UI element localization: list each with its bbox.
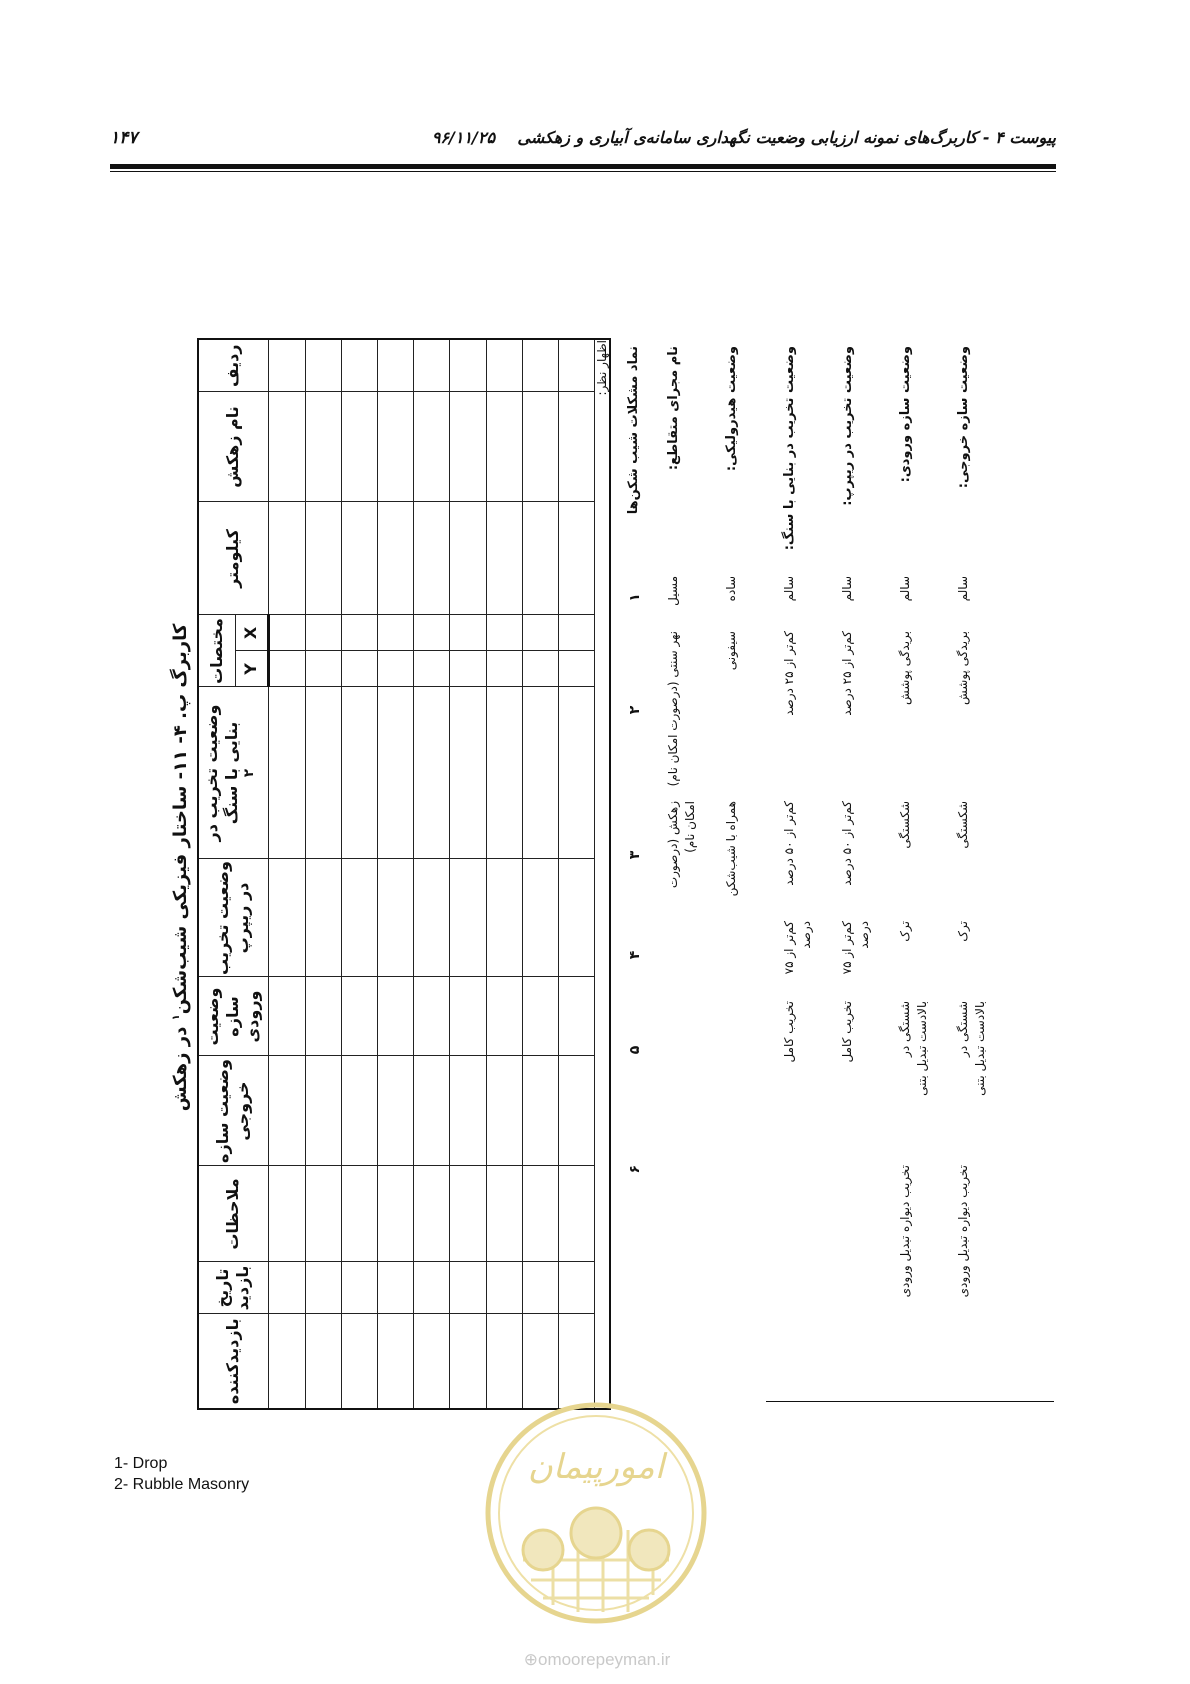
form-row xyxy=(558,339,594,1409)
legend-value xyxy=(665,915,723,995)
observer-label: اظهار نظر: xyxy=(594,339,609,396)
legend-value: تخریب کامل xyxy=(840,1001,854,1063)
form-title-prefix: کاربرگ پ. ۴- ۱۱- ساختار فیزیکی شیب‌شکن xyxy=(170,623,191,1015)
legend-value xyxy=(781,1105,839,1410)
legend-num-4: ۴ xyxy=(627,950,643,960)
legend-value: تخریب دیواره تبدیل ورودی xyxy=(956,1165,970,1298)
form-cell[interactable] xyxy=(486,1262,522,1314)
page-number: ۱۴۷ xyxy=(110,128,138,148)
form-cell[interactable] xyxy=(414,502,450,615)
footnote-1: 1- Drop xyxy=(114,1455,168,1472)
form-cell[interactable] xyxy=(486,1166,522,1262)
legend-value: مسیل xyxy=(666,576,680,606)
form-cell[interactable] xyxy=(378,615,414,651)
legend-row-label: وضعیت تخریب در ریپرپ: xyxy=(840,346,855,506)
form-cell[interactable] xyxy=(378,1166,414,1262)
form-cell[interactable] xyxy=(268,339,305,392)
legend-body xyxy=(665,340,1013,1410)
col-inlet-status: وضعیت سازه ورودی xyxy=(198,977,268,1056)
seal-scales-emblem xyxy=(523,1530,563,1570)
form-cell[interactable] xyxy=(414,687,450,859)
legend-num-5: ۵ xyxy=(627,1045,643,1055)
form-cell[interactable] xyxy=(450,859,486,977)
legend-row-label: نام مجرای متقاطع: xyxy=(666,346,681,471)
form-cell[interactable] xyxy=(558,1314,594,1409)
form-cell[interactable] xyxy=(486,392,522,502)
legend-value: شکستگی xyxy=(956,801,970,849)
legend-value: ساده xyxy=(724,576,738,602)
form-title xyxy=(170,175,191,1560)
legend-value: کم‌تر از ۵۰ درصد xyxy=(782,801,796,886)
legend-value: سیفونی xyxy=(724,631,738,671)
form-cell[interactable] xyxy=(305,651,341,687)
col-masonry-damage xyxy=(198,687,268,859)
legend-row-label: وضعیت سازه خروجی: xyxy=(956,346,971,489)
legend-num-1: ۱ xyxy=(627,593,643,602)
form-cell[interactable] xyxy=(414,615,450,651)
form-title-footnote-ref: ۱ xyxy=(171,1014,182,1021)
form-cell[interactable] xyxy=(522,687,558,859)
form-row xyxy=(305,339,341,1409)
form-cell[interactable] xyxy=(378,1314,414,1409)
form-cell[interactable] xyxy=(378,392,414,502)
footnote-2: 2- Rubble Masonry xyxy=(114,1476,250,1493)
legend-row xyxy=(897,340,955,1410)
form-cell[interactable] xyxy=(414,392,450,502)
form-cell[interactable] xyxy=(414,651,450,687)
legend-value: سالم xyxy=(898,576,912,602)
form-cell[interactable] xyxy=(486,615,522,651)
seal-text: امورپیمان xyxy=(527,1447,665,1487)
footnotes xyxy=(114,1453,249,1495)
form-cell[interactable] xyxy=(268,687,305,859)
running-title xyxy=(432,128,1056,147)
form-cell[interactable] xyxy=(305,1262,341,1314)
form-cell[interactable] xyxy=(378,859,414,977)
form-cell[interactable] xyxy=(268,977,305,1056)
legend-value: کم‌تر از ۵۰ درصد xyxy=(840,801,854,886)
form-row xyxy=(268,339,305,1409)
form-cell[interactable] xyxy=(486,651,522,687)
seal-center-emblem xyxy=(571,1508,621,1558)
legend-value xyxy=(839,1105,897,1410)
form-cell[interactable] xyxy=(268,859,305,977)
form-cell[interactable] xyxy=(268,1314,305,1409)
form-cell[interactable] xyxy=(522,615,558,651)
watermark-url: ⊕omoorepeyman.ir xyxy=(523,1650,671,1669)
form-cell[interactable] xyxy=(378,687,414,859)
form-cell[interactable] xyxy=(414,859,450,977)
form-cell[interactable] xyxy=(305,687,341,859)
running-title-text: پیوست ۴ - کاربرگ‌های نمونه ارزیابی وضعیت نگهداری سامانه‌ی آبیاری و زهکشی xyxy=(517,128,1056,147)
legend-value: شکستگی xyxy=(898,801,912,849)
col-row: ردیف xyxy=(198,339,268,392)
form-cell[interactable] xyxy=(268,1262,305,1314)
footnote-rule xyxy=(766,1401,1054,1402)
form-row xyxy=(342,339,378,1409)
form-cell[interactable] xyxy=(486,1314,522,1409)
running-title-date: ۹۶/۱۱/۲۵ xyxy=(431,128,496,147)
form-cell[interactable] xyxy=(558,977,594,1056)
form-cell[interactable] xyxy=(342,502,378,615)
observer-comment-row[interactable] xyxy=(594,339,610,1409)
form-row xyxy=(486,339,522,1409)
legend-row-label: وضعیت سازه ورودی: xyxy=(898,346,913,483)
form-cell[interactable] xyxy=(342,1166,378,1262)
form-cell[interactable] xyxy=(414,1056,450,1166)
legend-value: ترک xyxy=(898,921,912,942)
legend-value: کم‌تر از ۲۵ درصد xyxy=(840,631,854,716)
form-cell[interactable] xyxy=(414,977,450,1056)
form-title-suffix: در زهکش xyxy=(170,1020,191,1112)
watermark-seal xyxy=(483,1400,709,1626)
legend-value: بریدگی پوشش xyxy=(898,631,912,706)
form-cell[interactable] xyxy=(558,339,594,392)
form-cell[interactable] xyxy=(268,392,305,502)
col-visitor: بازدیدکننده xyxy=(198,1314,268,1409)
header-rule-thin xyxy=(110,171,1056,172)
legend-value: کم‌تر از ۷۵ درصد xyxy=(782,921,814,975)
form-cell[interactable] xyxy=(305,339,341,392)
form-cell[interactable] xyxy=(414,1314,450,1409)
form-cell[interactable] xyxy=(342,1262,378,1314)
form-cell[interactable] xyxy=(450,339,486,392)
form-cell[interactable] xyxy=(378,339,414,392)
form-cell[interactable] xyxy=(268,615,305,651)
form-cell[interactable] xyxy=(486,859,522,977)
legend-value: کم‌تر از ۲۵ درصد xyxy=(782,631,796,716)
form-cell[interactable] xyxy=(305,1056,341,1166)
legend-row xyxy=(955,340,1013,1410)
form-cell[interactable] xyxy=(450,687,486,859)
form-cell[interactable] xyxy=(378,1056,414,1166)
legend-value: بریدگی پوشش xyxy=(956,631,970,706)
legend-title: نماد مشکلات شیب شکن‌ها xyxy=(626,346,641,515)
form-cell[interactable] xyxy=(450,1314,486,1409)
col-coord-y: Y xyxy=(235,651,268,687)
legend-row-label: وضعیت هیدرولیکی: xyxy=(724,346,739,472)
form-cell[interactable] xyxy=(342,977,378,1056)
form-body xyxy=(268,339,594,1409)
form-cell[interactable] xyxy=(522,859,558,977)
form-cell[interactable] xyxy=(486,977,522,1056)
form-cell[interactable] xyxy=(450,392,486,502)
legend-value: تخریب کامل xyxy=(782,1001,796,1063)
legend-value: ترک xyxy=(956,921,970,942)
form-cell[interactable] xyxy=(268,651,305,687)
legend-value: زهکش (درصورت امکان نام) xyxy=(666,801,698,889)
form-cell[interactable] xyxy=(342,339,378,392)
form-cell[interactable] xyxy=(305,392,341,502)
form-cell[interactable] xyxy=(522,1314,558,1409)
form-cell[interactable] xyxy=(522,502,558,615)
legend-row xyxy=(665,340,723,1410)
col-coord-x: X xyxy=(235,615,268,651)
legend-value xyxy=(723,915,781,995)
col-remarks: ملاحظات xyxy=(198,1166,268,1262)
col-riprap-damage: وضعیت تخریب در ریپرپ xyxy=(198,859,268,977)
legend-row xyxy=(723,340,781,1410)
col-kilometer: کیلومتر xyxy=(198,502,268,615)
legend-value: همراه با شیب‌شکن xyxy=(724,801,738,897)
form-cell[interactable] xyxy=(486,687,522,859)
form-cell[interactable] xyxy=(305,615,341,651)
col-coordinates: مختصات xyxy=(198,615,235,687)
col-masonry-footnote-ref: ۲ xyxy=(242,768,258,778)
form-cell[interactable] xyxy=(486,1056,522,1166)
header-rule-thick xyxy=(110,164,1056,169)
legend-value: سالم xyxy=(956,576,970,602)
form-cell[interactable] xyxy=(378,502,414,615)
legend-value xyxy=(723,995,781,1105)
legend-row-label: وضعیت تخریب در بنایی با سنگ: xyxy=(782,346,797,551)
form-cell[interactable] xyxy=(305,1314,341,1409)
rotated-form-page xyxy=(170,175,1095,1560)
col-visit-date: تاریخ بازدید xyxy=(198,1262,268,1314)
form-cell[interactable] xyxy=(414,339,450,392)
form-cell[interactable] xyxy=(268,1166,305,1262)
form-cell[interactable] xyxy=(450,1262,486,1314)
form-cell[interactable] xyxy=(450,977,486,1056)
legend-table xyxy=(625,340,1013,1410)
legend-row xyxy=(839,340,897,1410)
watermark-url-text: omoorepeyman.ir xyxy=(537,1650,671,1669)
legend-num-2: ۲ xyxy=(627,705,643,715)
legend-value: شستگی در بالادست تبدیل بتنی xyxy=(956,1001,988,1096)
legend-value: کم‌تر از ۷۵ درصد xyxy=(840,921,872,975)
form-cell[interactable] xyxy=(342,1056,378,1166)
page-header xyxy=(110,128,1056,164)
form-cell[interactable] xyxy=(558,1166,594,1262)
form-cell[interactable] xyxy=(558,392,594,502)
form-cell[interactable] xyxy=(305,1166,341,1262)
form-cell[interactable] xyxy=(486,502,522,615)
form-cell[interactable] xyxy=(558,687,594,859)
form-cell[interactable] xyxy=(305,502,341,615)
form-cell[interactable] xyxy=(450,615,486,651)
col-outlet-status: وضعیت سازه خروجی xyxy=(198,1056,268,1166)
form-cell[interactable] xyxy=(522,651,558,687)
form-row xyxy=(450,339,486,1409)
form-cell[interactable] xyxy=(558,1262,594,1314)
seal-helmet-emblem xyxy=(629,1530,669,1570)
form-cell[interactable] xyxy=(558,615,594,651)
col-drain-name: نام زهکش xyxy=(198,392,268,502)
legend-value xyxy=(723,1105,781,1410)
form-cell[interactable] xyxy=(414,1262,450,1314)
form-cell[interactable] xyxy=(486,339,522,392)
form-row xyxy=(378,339,414,1409)
form-cell[interactable] xyxy=(342,687,378,859)
form-cell[interactable] xyxy=(558,859,594,977)
form-cell[interactable] xyxy=(450,1056,486,1166)
legend-num-6: ۶ xyxy=(627,1165,643,1174)
form-cell[interactable] xyxy=(522,1056,558,1166)
form-cell[interactable] xyxy=(522,1166,558,1262)
col-masonry-damage-label: وضعیت تخریب در بنایی با سنگ xyxy=(202,704,242,842)
form-cell[interactable] xyxy=(522,392,558,502)
form-cell[interactable] xyxy=(378,977,414,1056)
inspection-form-table xyxy=(197,338,611,1410)
legend-value: سالم xyxy=(840,576,854,602)
form-cell[interactable] xyxy=(305,977,341,1056)
legend-value: سالم xyxy=(782,576,796,602)
form-cell[interactable] xyxy=(450,502,486,615)
legend-value xyxy=(665,1105,723,1410)
legend-value: تخریب دیواره تبدیل ورودی xyxy=(898,1165,912,1298)
form-cell[interactable] xyxy=(342,392,378,502)
form-cell[interactable] xyxy=(522,339,558,392)
form-cell[interactable] xyxy=(378,651,414,687)
form-cell[interactable] xyxy=(558,1056,594,1166)
form-cell[interactable] xyxy=(522,1262,558,1314)
form-row xyxy=(414,339,450,1409)
form-cell[interactable] xyxy=(522,977,558,1056)
form-cell[interactable] xyxy=(342,1314,378,1409)
legend-num-3: ۳ xyxy=(627,850,643,860)
form-cell[interactable] xyxy=(414,1166,450,1262)
form-cell[interactable] xyxy=(268,1056,305,1166)
form-cell[interactable] xyxy=(305,859,341,977)
form-cell[interactable] xyxy=(558,651,594,687)
form-cell[interactable] xyxy=(558,502,594,615)
form-cell[interactable] xyxy=(450,651,486,687)
legend-value xyxy=(665,995,723,1105)
form-cell[interactable] xyxy=(378,1262,414,1314)
form-row xyxy=(522,339,558,1409)
legend-value: نهر سنتی (درصورت امکان نام) xyxy=(666,631,680,787)
form-cell[interactable] xyxy=(268,502,305,615)
form-cell[interactable] xyxy=(342,859,378,977)
form-cell[interactable] xyxy=(342,651,378,687)
legend-value: شستگی در بالادست تبدیل بتنی xyxy=(898,1001,930,1096)
form-cell[interactable] xyxy=(450,1166,486,1262)
form-cell[interactable] xyxy=(342,615,378,651)
legend-row xyxy=(781,340,839,1410)
